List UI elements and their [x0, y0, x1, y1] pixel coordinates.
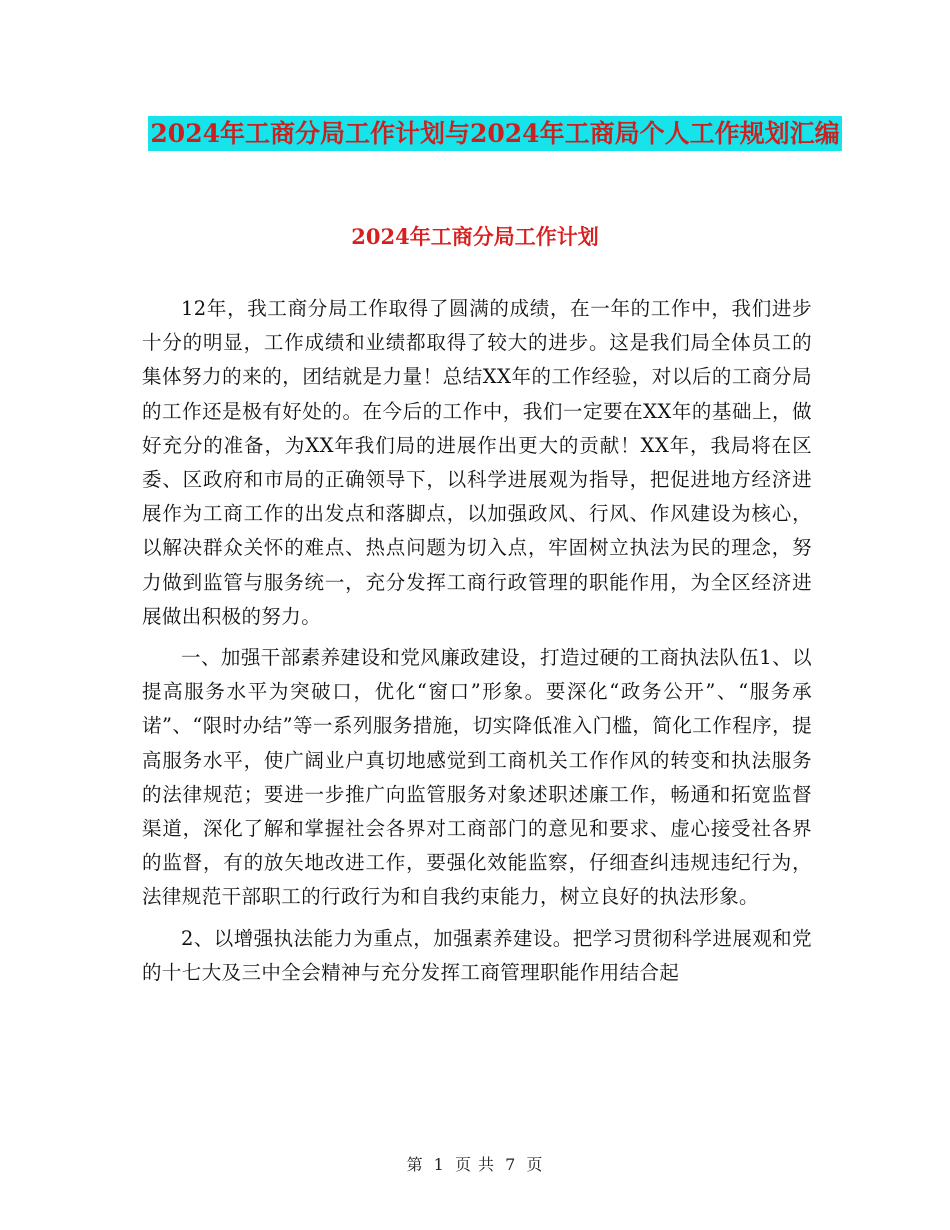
paragraph: 2、以增强执法能力为重点，加强素养建设。把学习贯彻科学进展观和党的十七大及三中全会精神与充分发挥工商管理职能作用结合起 — [142, 926, 812, 984]
paragraph: 12年，我工商分局工作取得了圆满的成绩，在一年的工作中，我们进步十分的明显，工作成绩和业绩都取得了较大的进步。这是我们局全体员工的集体努力的来的，团结就是力量！总结XX年的工作经验，对以后的工商分局的工作还是极有好处的。在今后的工作中，我们一定要在XX年的基础上，做好充分的准备，为XX年我们局的进展作出更大的贡献！XX年，我局将在区委、区政府和市局的正确领导下，以科学进展观为指导，把促进地方经济进展作为工商工作的出发点和落脚点，以加强政风、行风、作风建设为核心，以解决群众关怀的难点、热点问题为切入点，牢固树立执法为民的理念，努力做到监管与服务统一，充分发挥工商行政管理的职能作用，为全区经济进展做出积极的努力。 — [142, 297, 812, 628]
current-page-number: 1 — [433, 1155, 445, 1174]
page-label-prefix: 第 — [406, 1155, 424, 1174]
document-body — [142, 292, 812, 997]
total-pages-number: 7 — [505, 1155, 517, 1174]
document-title — [140, 112, 850, 156]
paragraph: 一、加强干部素养建设和党风廉政建设，打造过硬的工商执法队伍1、以提高服务水平为突破口，优化“窗口”形象。要深化“政务公开”、“服务承诺”、“限时办结”等一系列服务措施，切实降低准入门槛，简化工作程序，提高服务水平，使广阔业户真切地感觉到工商机关工作作风的转变和执法服务的法律规范；要进一步推广向监管服务对象述职述廉工作，畅通和拓宽监督渠道，深化了解和掌握社会各界对工商部门的意见和要求、虚心接受社各界的监督，有的放矢地改进工作，要强化效能监察，仔细查纠违规违纪行为，法律规范干部职工的行政行为和自我约束能力，树立良好的执法形象。 — [142, 646, 812, 909]
page-label-mid: 页 共 — [454, 1155, 496, 1174]
page-label-suffix: 页 — [526, 1155, 544, 1174]
document-title-text: 2024年工商分局工作计划与2024年工商局个人工作规划汇编 — [148, 116, 841, 151]
page-footer — [0, 1152, 950, 1175]
section-title: 2024年工商分局工作计划 — [351, 224, 599, 249]
